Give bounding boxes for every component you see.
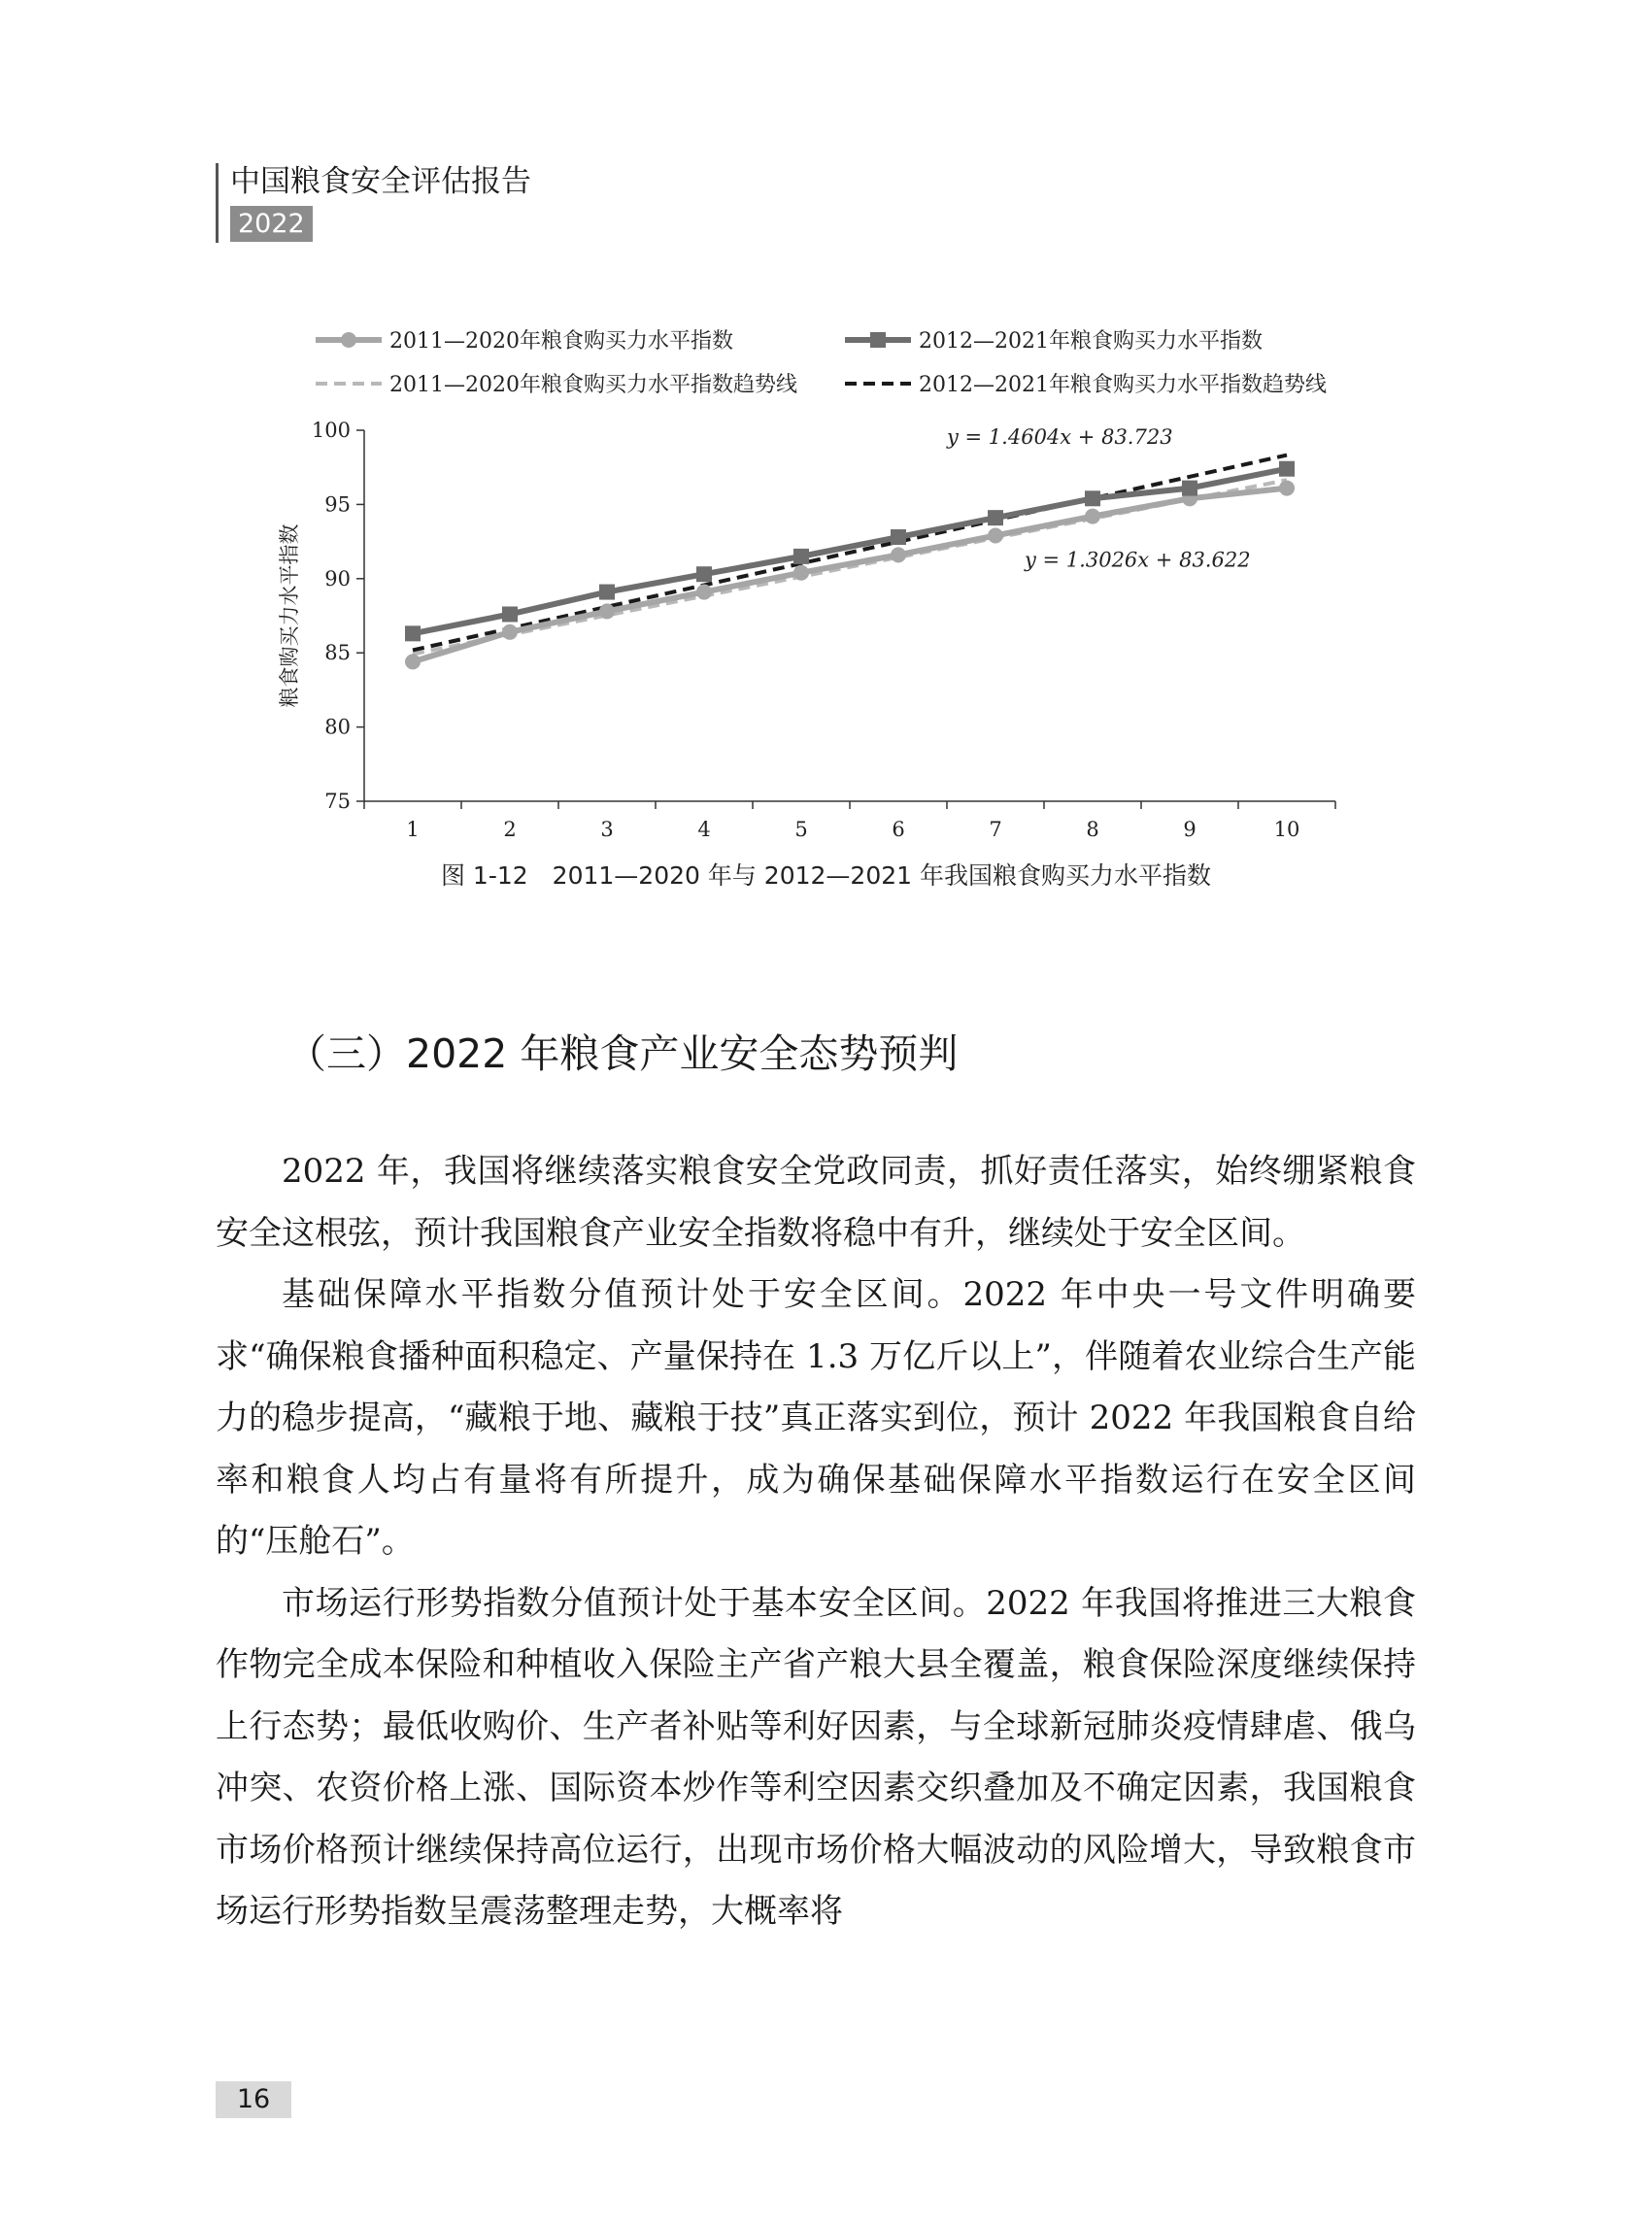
series-1-point xyxy=(502,624,518,640)
legend-label: 2012—2021年粮食购买力水平指数趋势线 xyxy=(919,373,1327,397)
header-bar xyxy=(216,163,219,243)
x-tick-label: 10 xyxy=(1273,818,1300,841)
series-1-point xyxy=(988,527,1003,543)
paragraph: 2022 年，我国将继续落实粮食安全党政同责，抓好责任落实，始终绷紧粮食安全这根弦，预计我国粮食产业安全指数将稳中有升，继续处于安全区间。 xyxy=(216,1152,1416,1253)
y-tick-label: 90 xyxy=(324,566,351,590)
x-tick-label: 8 xyxy=(1086,818,1099,841)
series-2-point xyxy=(988,510,1003,525)
y-tick-label: 80 xyxy=(324,715,351,739)
series-line-1 xyxy=(413,489,1287,662)
chart-canvas xyxy=(0,311,1652,913)
legend-label: 2012—2021年粮食购买力水平指数 xyxy=(919,329,1263,354)
y-axis-label: 粮食购买力水平指数 xyxy=(278,523,301,708)
figure-caption: 图 1-12 2011—2020 年与 2012—2021 年我国粮食购买力水平指数 xyxy=(440,861,1212,890)
book-year-badge: 2022 xyxy=(230,206,313,242)
series-2-point xyxy=(1279,461,1295,477)
section-heading: （三）2022 年粮食产业安全态势预判 xyxy=(287,1030,959,1077)
x-tick-label: 9 xyxy=(1183,818,1197,841)
series-2-point xyxy=(696,566,712,582)
purchasing-power-chart xyxy=(0,311,1652,913)
page-number: 16 xyxy=(216,2081,291,2118)
legend-marker xyxy=(341,332,356,348)
series-2-point xyxy=(1085,490,1100,506)
y-tick-label: 85 xyxy=(324,641,351,665)
series-2-point xyxy=(405,625,421,641)
series-1-point xyxy=(1279,481,1295,496)
legend-label: 2011—2020年粮食购买力水平指数 xyxy=(389,329,733,354)
x-tick-label: 1 xyxy=(406,818,420,841)
x-tick-label: 2 xyxy=(503,818,517,841)
x-tick-label: 4 xyxy=(697,818,711,841)
body-text xyxy=(216,1141,1416,1943)
x-tick-label: 5 xyxy=(794,818,808,841)
series-1-point xyxy=(599,603,615,619)
y-tick-label: 100 xyxy=(311,419,351,442)
series-2-point xyxy=(793,549,809,564)
trend-equation: y = 1.3026x + 83.622 xyxy=(1025,548,1251,572)
series-2-point xyxy=(891,529,906,545)
book-title: 中国粮食安全评估报告 xyxy=(230,164,531,199)
y-tick-label: 75 xyxy=(324,790,351,813)
series-1-point xyxy=(1085,509,1100,524)
x-tick-label: 6 xyxy=(892,818,905,841)
series-1-point xyxy=(793,565,809,581)
paragraph: 基础保障水平指数分值预计处于安全区间。2022 年中央一号文件明确要求“确保粮食播种面积稳定、产量保持在 1.3 万亿斤以上”，伴随着农业综合生产能力的稳步提高，“藏粮于地、藏粮于技”真正落实到位，预计 2022 年我国粮食自给率和粮食人均占有量将有所提升，成为确保基础保障水平指数运行在安全区间的“压舱石”。 xyxy=(216,1275,1416,1561)
legend-label: 2011—2020年粮食购买力水平指数趋势线 xyxy=(389,373,797,397)
trend-equation: y = 1.4604x + 83.723 xyxy=(947,424,1173,449)
series-2-point xyxy=(502,606,518,622)
x-tick-label: 7 xyxy=(989,818,1002,841)
x-tick-label: 3 xyxy=(600,818,614,841)
series-1-point xyxy=(891,547,906,562)
series-1-point xyxy=(405,654,421,669)
y-tick-label: 95 xyxy=(324,492,351,517)
paragraph: 市场运行形势指数分值预计处于基本安全区间。2022 年我国将推进三大粮食作物完全成本保险和种植收入保险主产省产粮大县全覆盖，粮食保险深度继续保持上行态势；最低收购价、生产者补贴等利好因素，与全球新冠肺炎疫情肆虐、俄乌冲突、农资价格上涨、国际资本炒作等利空因素交织叠加及不确定因素，我国粮食市场价格预计继续保持高位运行，出现市场价格大幅波动的风险增大，导致粮食市场运行形势指数呈震荡整理走势，大概率将 xyxy=(216,1583,1416,1931)
series-2-point xyxy=(1182,481,1197,496)
series-2-point xyxy=(599,585,615,600)
series-1-point xyxy=(696,585,712,600)
legend-marker xyxy=(870,332,886,348)
